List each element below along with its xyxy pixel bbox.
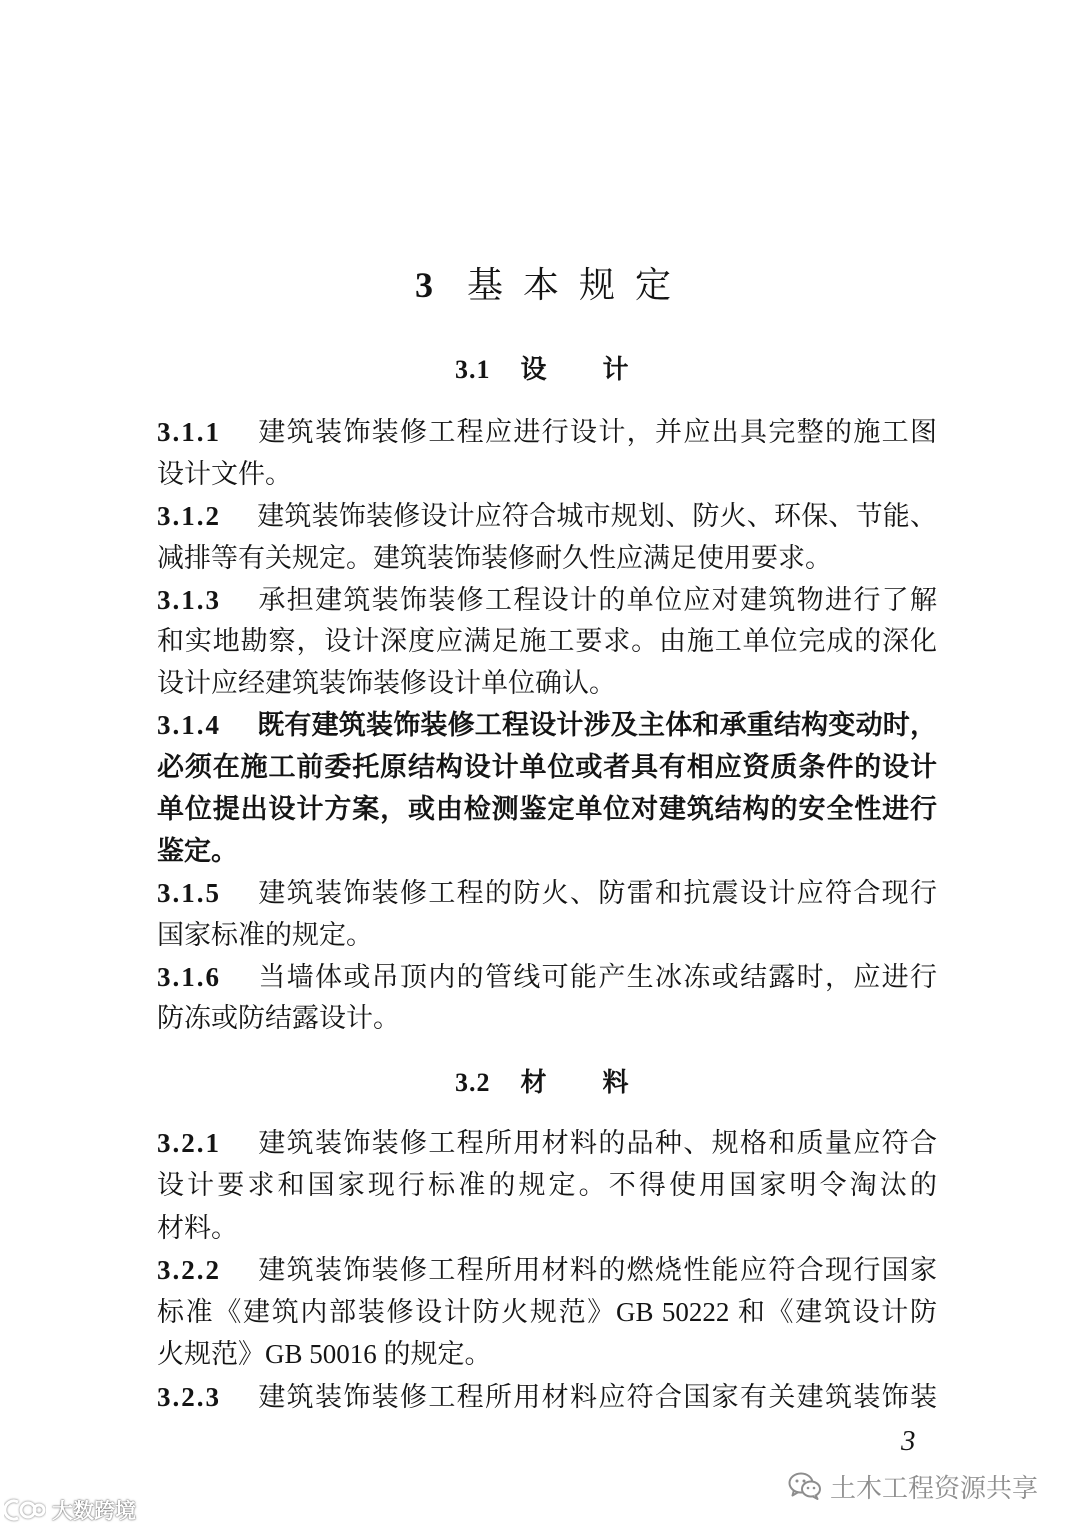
clause-number: 3.1.3: [157, 584, 221, 615]
section-heading-3-1: [455, 352, 685, 388]
clause-line: [157, 621, 937, 663]
clause-text: 承担建筑装饰装修工程设计的单位应对建筑物进行了解: [257, 584, 937, 615]
watermark-account: [788, 1468, 1038, 1504]
clause-line: [157, 454, 937, 496]
clause-text: 标准《建筑内部装修设计防火规范》GB 50222 和《建筑设计防: [157, 1297, 937, 1328]
clause-number: 3.2.2: [157, 1254, 221, 1285]
section-number: 3.2: [455, 1068, 491, 1097]
clause-number: 3.1.1: [157, 417, 221, 447]
clause-text: 必须在施工前委托原结构设计单位或者具有相应资质条件的设计: [157, 752, 937, 783]
clause-line: [157, 1249, 937, 1291]
clause-text: 建筑装饰装修工程所用材料的品种、规格和质量应符合: [257, 1128, 937, 1158]
clause-text: 和实地勘察，设计深度应满足施工要求。由施工单位完成的深化: [157, 626, 937, 657]
clause-line: [157, 1207, 937, 1249]
clause-line: [157, 496, 937, 538]
watermark-brand: [4, 1494, 136, 1526]
clause-line: [157, 915, 937, 957]
clause-number: 3.1.4: [157, 710, 221, 741]
clause-3-1-1: [157, 412, 937, 496]
clause-text: 设计应经建筑装饰装修设计单位确认。: [157, 668, 616, 699]
clause-text: 建筑装饰装修设计应符合城市规划、防火、环保、节能、: [257, 500, 937, 531]
clause-text: 防冻或防结露设计。: [157, 1003, 400, 1034]
clause-line: [157, 789, 937, 831]
clause-line: [157, 747, 937, 789]
clause-3-2-2: [157, 1249, 937, 1376]
clause-line: [157, 538, 937, 580]
clause-line: [157, 705, 937, 747]
clause-number: 3.1.5: [157, 877, 221, 908]
clause-text: 建筑装饰装修工程所用材料的燃烧性能应符合现行国家: [257, 1254, 937, 1285]
clause-3-1-2: [157, 496, 937, 580]
clause-3-1-4-mandatory: [157, 705, 937, 873]
clause-3-1-6: [157, 957, 937, 1041]
clause-line: [157, 412, 937, 454]
watermark-account-name: 土木工程资源共享: [830, 1473, 1039, 1504]
chapter-heading: 基本规定: [467, 265, 692, 305]
clause-text: 国家标准的规定。: [157, 919, 373, 950]
clause-number: 3.1.6: [157, 961, 221, 992]
watermark-brand-name: 大数跨境: [52, 1499, 136, 1523]
clause-line: [157, 1291, 937, 1333]
clause-line: [157, 1164, 937, 1206]
clause-text: 设计要求和国家现行标准的规定。不得使用国家明令淘汰的: [157, 1170, 937, 1201]
clause-line: [157, 1333, 937, 1375]
clause-line: [157, 957, 937, 999]
clause-number: 3.2.3: [157, 1381, 221, 1412]
clause-text: 减排等有关规定。建筑装饰装修耐久性应满足使用要求。: [157, 542, 832, 573]
wechat-icon: [788, 1471, 822, 1501]
clause-line: [157, 873, 937, 915]
clause-text: 鉴定。: [157, 835, 238, 866]
section-title: 材料: [520, 1068, 685, 1097]
clause-line: [157, 663, 937, 705]
clause-text: 当墙体或吊顶内的管线可能产生冰冻或结露时，应进行: [257, 961, 937, 992]
clause-line: [157, 1122, 937, 1164]
clause-text: 单位提出设计方案，或由检测鉴定单位对建筑结构的安全性进行: [157, 794, 937, 825]
section-title: 设计: [520, 355, 685, 384]
clause-text: 建筑装饰装修工程的防火、防雷和抗震设计应符合现行: [257, 877, 937, 908]
section-body-3-2: [157, 1122, 937, 1418]
clause-line: [157, 998, 937, 1040]
clause-text: 建筑装饰装修工程所用材料应符合国家有关建筑装饰装: [257, 1381, 937, 1412]
clause-line: [157, 580, 937, 622]
page-number: 3: [901, 1425, 916, 1457]
clause-3-1-5: [157, 873, 937, 957]
clause-line: [157, 1376, 937, 1418]
section-number: 3.1: [455, 355, 491, 384]
section-heading-3-2: [455, 1065, 685, 1101]
section-body-3-1: [157, 412, 937, 1040]
clause-text: 设计文件。: [157, 458, 292, 489]
clause-line: [157, 831, 937, 873]
brand-logo-icon: [4, 1496, 46, 1524]
clause-text: 既有建筑装饰装修工程设计涉及主体和承重结构变动时，: [257, 710, 937, 741]
chapter-number: 3: [415, 265, 433, 305]
clause-3-2-3: [157, 1376, 937, 1418]
clause-text: 材料。: [157, 1212, 238, 1243]
clause-text: 火规范》GB 50016 的规定。: [157, 1339, 492, 1370]
clause-3-1-3: [157, 580, 937, 706]
clause-text: 建筑装饰装修工程应进行设计，并应出具完整的施工图: [257, 417, 937, 447]
clause-number: 3.1.2: [157, 500, 221, 531]
clause-3-2-1: [157, 1122, 937, 1249]
clause-number: 3.2.1: [157, 1128, 221, 1158]
chapter-title: [415, 259, 691, 311]
